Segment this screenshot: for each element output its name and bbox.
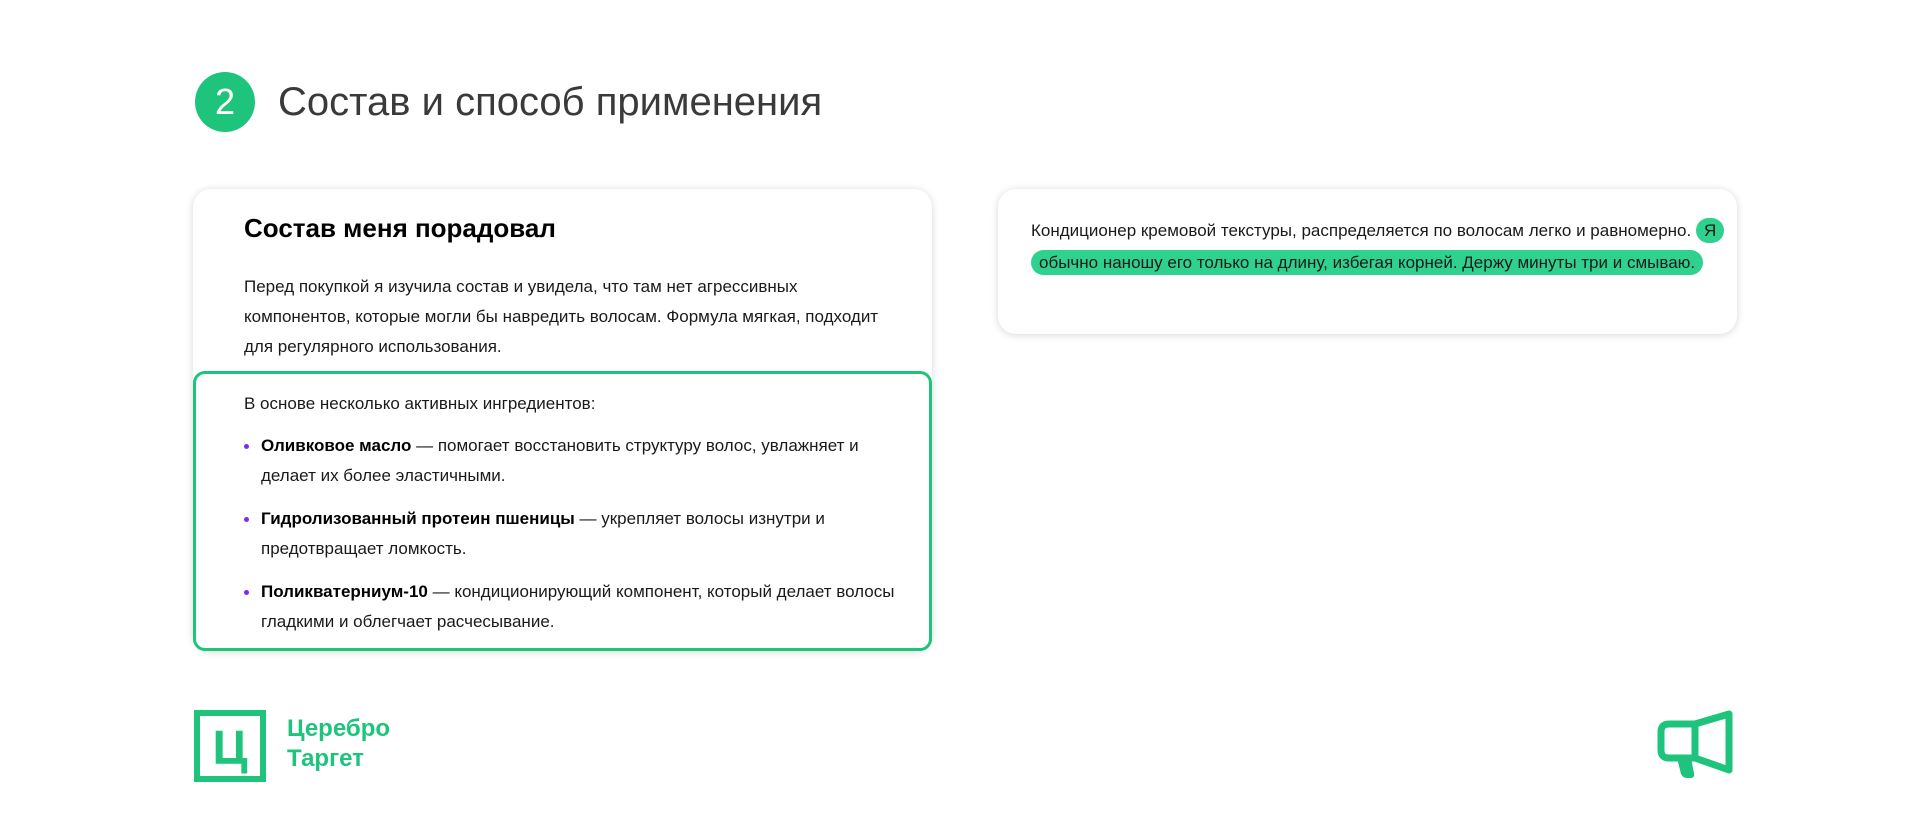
- page-title: Состав и способ применения: [278, 80, 823, 124]
- megaphone-icon: [1655, 710, 1739, 782]
- ingredient-name: Поликватерниум-10: [261, 582, 428, 601]
- ingredients-highlight-box: [193, 371, 932, 651]
- review-intro-text: Перед покупкой я изучила состав и увидела, что там нет агрессивных компонентов, которые могли бы навредить волосам. Формула мягкая, подходит для регулярного использования.: [244, 277, 879, 356]
- usage-card: [998, 189, 1737, 334]
- logo-line-1: Церебро: [287, 715, 391, 742]
- list-item: [244, 431, 904, 491]
- ingredient-name: Гидролизованный протеин пшеницы: [261, 509, 575, 528]
- ingredient-description: — помогает восстановить структуру волос, увлажняет и делает их более эластичными.: [261, 436, 859, 485]
- list-item: [244, 577, 904, 637]
- logo-glyph: Ц: [212, 722, 248, 775]
- logo-wordmark: [287, 714, 390, 774]
- review-heading: Состав меня порадовал: [244, 213, 556, 243]
- usage-plain-text: Кондиционер кремовой текстуры, распределяется по волосам легко и равномерно.: [1031, 221, 1692, 240]
- usage-text: [1031, 215, 1721, 279]
- usage-highlighted-text: Я обычно наношу его только на длину, избегая корней. Держу минуты три и смываю.: [1031, 218, 1724, 275]
- list-item: [244, 504, 904, 564]
- bullet-icon: [244, 590, 249, 595]
- ingredient-description: — кондиционирующий компонент, который делает волосы гладкими и облегчает расчесывание.: [261, 582, 895, 631]
- step-number-badge: 2: [195, 72, 255, 132]
- logo-mark-icon: [194, 710, 266, 782]
- logo-line-2: Таргет: [287, 745, 364, 772]
- ingredient-list: [244, 431, 904, 650]
- ingredient-description: — укрепляет волосы изнутри и предотвращает ломкость.: [261, 509, 825, 558]
- ingredients-lead-text: В основе несколько активных ингредиентов:: [244, 394, 596, 413]
- review-card: [193, 189, 932, 651]
- bullet-icon: [244, 517, 249, 522]
- ingredient-name: Оливковое масло: [261, 436, 412, 455]
- bullet-icon: [244, 444, 249, 449]
